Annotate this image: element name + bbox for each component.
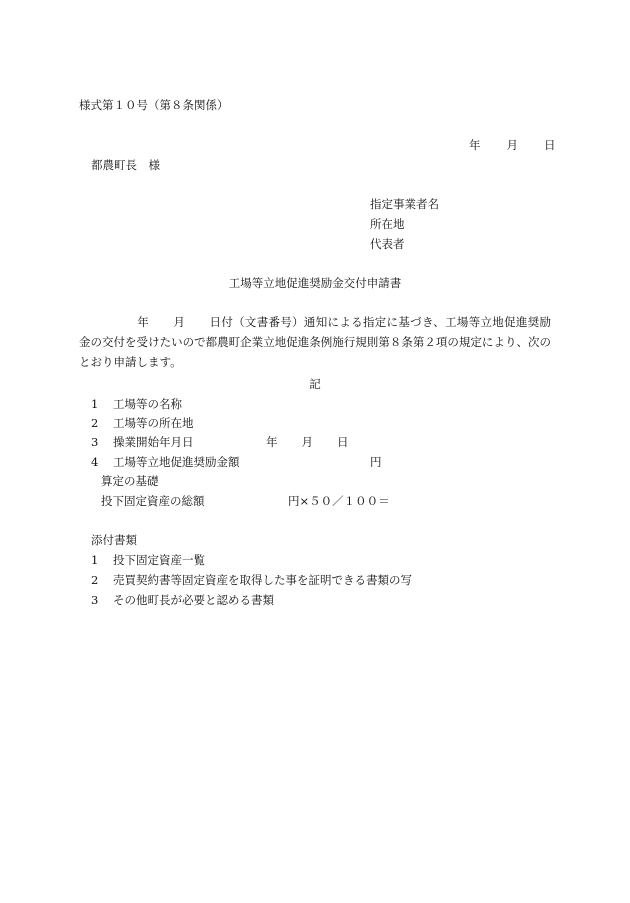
applicant-address: 所在地 xyxy=(370,217,405,231)
item-number: 3 xyxy=(91,435,99,449)
item-label: 操業開始年月日 xyxy=(113,435,194,449)
item-label: 工場等立地促進奨励金額 xyxy=(113,455,240,469)
attachment-label: 売買契約書等固定資産を取得した事を証明できる書類の写 xyxy=(113,573,412,587)
body-text-head: 日付（文書番号）通知による指定に基づき、工場等立地促進奨励 xyxy=(209,315,552,329)
item-label: 工場等の名称 xyxy=(113,397,182,411)
item-number: 2 xyxy=(91,416,99,430)
attachment-1 xyxy=(91,552,205,568)
attachment-label: その他町長が必要と認める書類 xyxy=(113,593,274,607)
date-line xyxy=(469,137,556,153)
item-4 xyxy=(91,454,240,470)
item-1 xyxy=(91,396,182,412)
item-number: 1 xyxy=(91,397,99,411)
start-year: 年 xyxy=(266,435,278,449)
start-month: 月 xyxy=(301,435,313,449)
body-paragraph xyxy=(79,312,551,372)
item-3 xyxy=(91,434,194,450)
date-year: 年 xyxy=(469,138,481,152)
attachment-label: 投下固定資産一覧 xyxy=(113,553,205,567)
body-month: 月 xyxy=(173,315,186,329)
attachments-heading: 添付書類 xyxy=(91,533,137,547)
body-text-rest: 金の交付を受けたいので都農町企業立地促進条例施行規則第８条第２項の規定により、次のとおり申請します。 xyxy=(79,335,551,369)
basis-heading: 算定の基礎 xyxy=(101,474,159,488)
attachment-number: 1 xyxy=(91,553,99,567)
form-number: 様式第１０号（第８条関係） xyxy=(79,98,229,112)
attachment-number: 2 xyxy=(91,573,99,587)
item-label: 工場等の所在地 xyxy=(113,416,194,430)
start-day: 日 xyxy=(337,435,349,449)
applicant-representative: 代表者 xyxy=(370,237,405,251)
item-number: 4 xyxy=(91,455,99,469)
applicant-business-name: 指定事業者名 xyxy=(370,197,439,211)
basis-formula: 円×５０／１００＝ xyxy=(288,494,390,508)
start-date-fields xyxy=(266,434,349,450)
attachment-3 xyxy=(91,592,274,608)
amount-unit: 円 xyxy=(370,455,382,469)
attachment-number: 3 xyxy=(91,593,99,607)
date-day: 日 xyxy=(544,138,556,152)
addressee: 都農町長 様 xyxy=(91,158,160,172)
ki-label: 記 xyxy=(309,377,321,391)
document-title: 工場等立地促進奨励金交付申請書 xyxy=(228,276,402,290)
date-month: 月 xyxy=(506,138,518,152)
item-2 xyxy=(91,415,194,431)
attachment-2 xyxy=(91,572,412,588)
basis-label: 投下固定資産の総額 xyxy=(101,494,205,508)
body-year: 年 xyxy=(137,315,150,329)
